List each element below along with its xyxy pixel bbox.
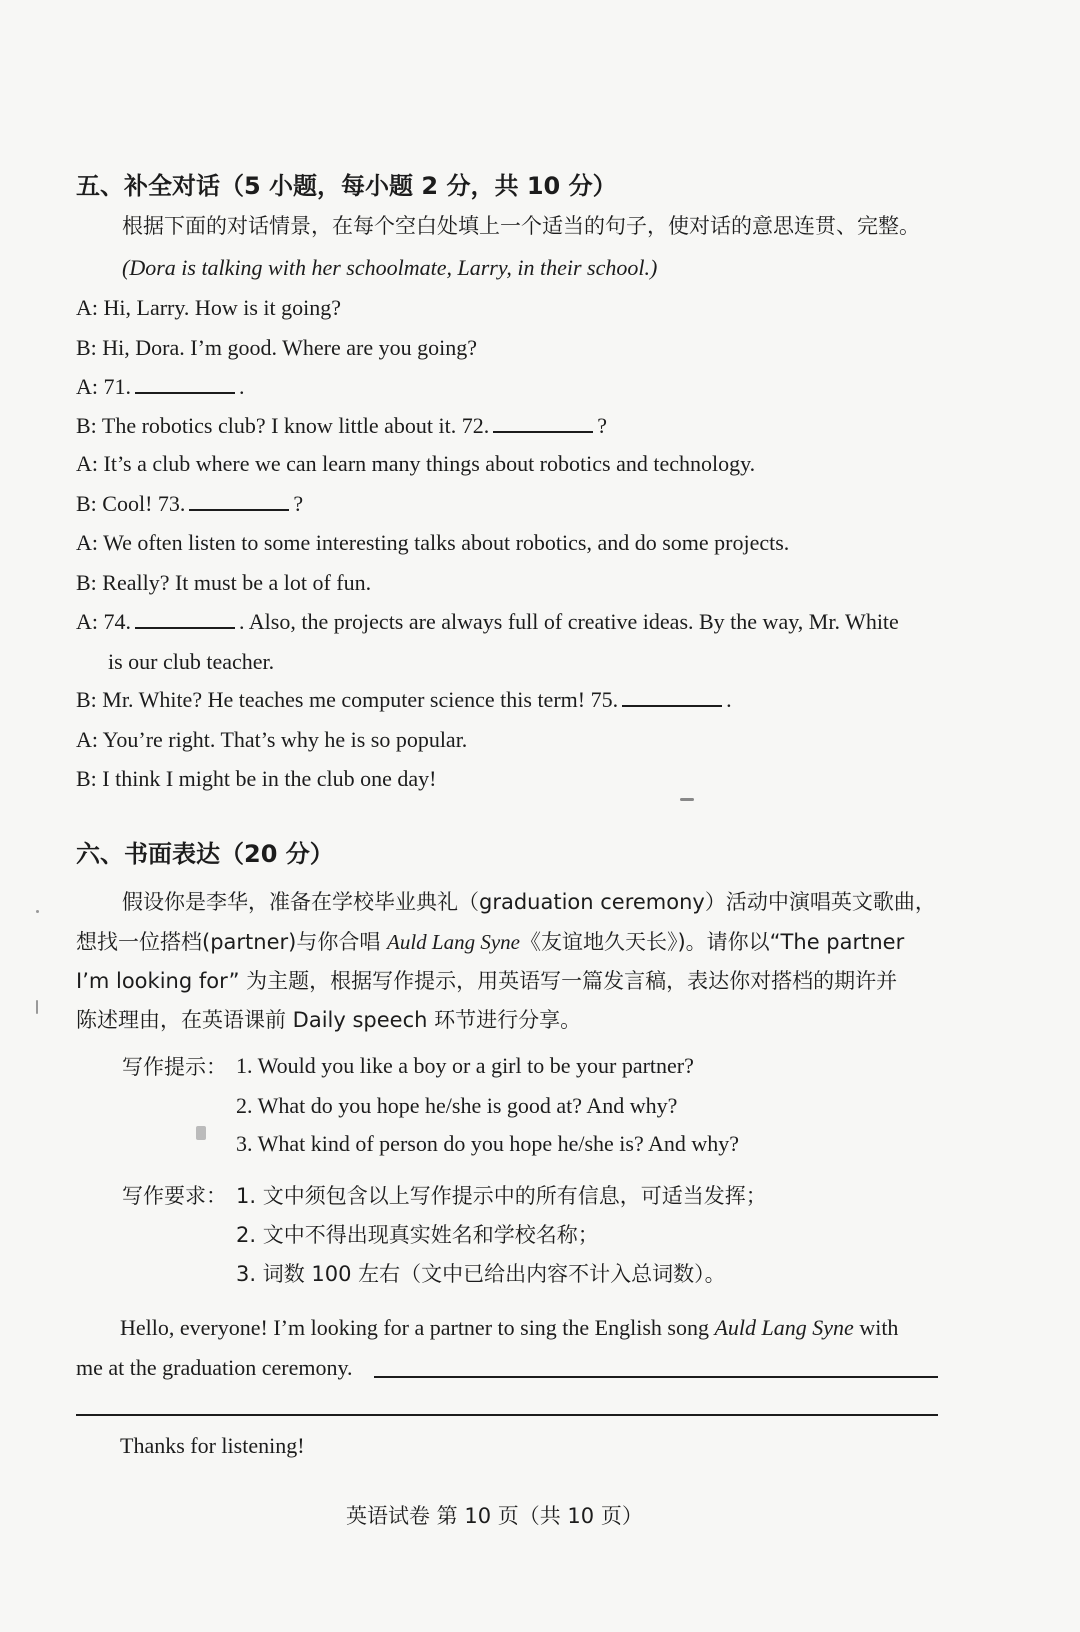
dialogue-line: A: You’re right. That’s why he is so popular. [76, 727, 468, 752]
essay-opening-line: Hello, everyone! I’m looking for a partner to sing the English song Auld Lang Syne with [120, 1315, 899, 1340]
scan-speck [36, 910, 39, 913]
dialogue-line: B: I think I might be in the club one day! [76, 766, 437, 791]
hint-item: 3. What kind of person do you hope he/she is? And why? [236, 1131, 740, 1156]
section5-context: (Dora is talking with her schoolmate, Larry, in their school.) [122, 255, 658, 280]
dialogue-line: A: It’s a club where we can learn many things about robotics and technology. [76, 451, 756, 476]
dialogue-line: A: We often listen to some interesting talks about robotics, and do some projects. [76, 530, 790, 555]
dialogue-line-73: B: Cool! 73. ? [76, 491, 304, 516]
hint-item: 1. Would you like a boy or a girl to be your partner? [236, 1053, 694, 1078]
essay-closing: Thanks for listening! [120, 1433, 305, 1458]
requirements-label: 写作要求： [122, 1184, 227, 1208]
prompt-line: I’m looking for” 为主题，根据写作提示，用英语写一篇发言稿，表达你对搭档的期许并 [76, 969, 898, 993]
dialogue-line-75: B: Mr. White? He teaches me computer science this term! 75. . [76, 687, 732, 712]
prompt-line: 陈述理由，在英语课前 Daily speech 环节进行分享。 [76, 1008, 582, 1032]
answer-blank-75[interactable] [622, 687, 722, 707]
answer-blank-71[interactable] [135, 374, 235, 394]
requirement-item: 3. 词数 100 左右（文中已给出内容不计入总词数）。 [236, 1262, 726, 1286]
essay-writing-line[interactable] [76, 1414, 938, 1416]
dialogue-line-71: A: 71. . [76, 374, 245, 399]
prompt-line: 假设你是李华，准备在学校毕业典礼（graduation ceremony）活动中演唱英文歌曲， [122, 890, 936, 914]
section5-heading: 五、补全对话（5 小题，每小题 2 分，共 10 分） [76, 172, 617, 200]
prompt-line: 想找一位搭档(partner)与你合唱 Auld Lang Syne《友谊地久天长》)。请你以“The partner [76, 930, 905, 954]
dialogue-line: B: Hi, Dora. I’m good. Where are you going? [76, 335, 477, 360]
answer-blank-72[interactable] [493, 413, 593, 433]
hint-item: 2. What do you hope he/she is good at? And why? [236, 1093, 678, 1118]
requirement-item: 2. 文中不得出现真实姓名和学校名称； [236, 1223, 599, 1247]
answer-blank-73[interactable] [189, 491, 289, 511]
page-footer: 英语试卷 第 10 页（共 10 页） [346, 1504, 643, 1528]
scan-speck [196, 1126, 206, 1140]
requirement-item: 1. 文中须包含以上写作提示中的所有信息，可适当发挥； [236, 1184, 767, 1208]
scan-speck [36, 1000, 38, 1014]
hints-label: 写作提示： [122, 1055, 227, 1079]
dialogue-line: is our club teacher. [108, 649, 275, 674]
dialogue-line: B: Really? It must be a lot of fun. [76, 570, 372, 595]
essay-writing-line[interactable] [374, 1376, 938, 1378]
answer-blank-74[interactable] [135, 609, 235, 629]
dialogue-line: A: Hi, Larry. How is it going? [76, 295, 341, 320]
essay-opening-line-2: me at the graduation ceremony. [76, 1355, 353, 1380]
section6-heading: 六、书面表达（20 分） [76, 840, 334, 868]
dialogue-line-72: B: The robotics club? I know little about it. 72. ? [76, 413, 608, 438]
dialogue-line-74: A: 74. . Also, the projects are always full of creative ideas. By the way, Mr. White [76, 609, 899, 634]
section5-instruction: 根据下面的对话情景，在每个空白处填上一个适当的句子，使对话的意思连贯、完整。 [122, 214, 920, 238]
scan-speck [680, 798, 694, 801]
